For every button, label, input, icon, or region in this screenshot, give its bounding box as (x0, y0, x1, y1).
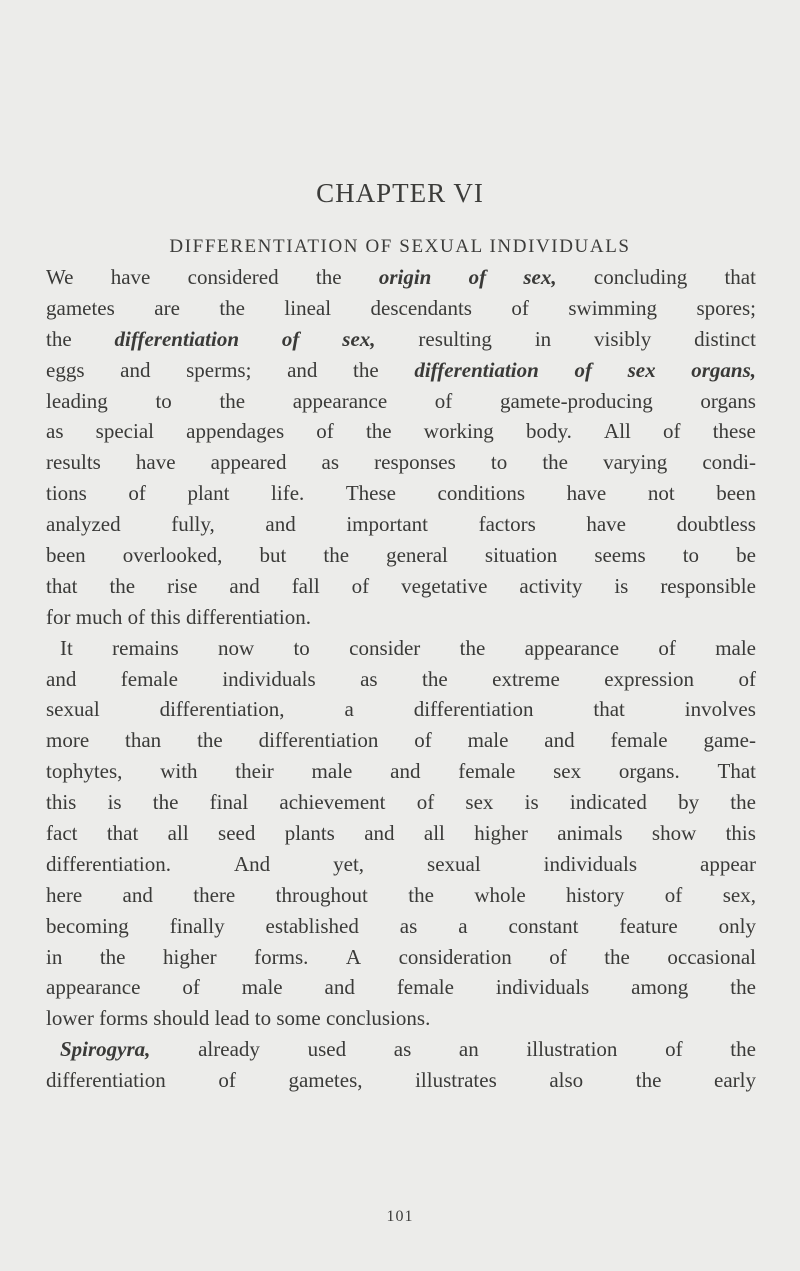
word: the (730, 975, 756, 1000)
word: and (287, 357, 318, 382)
word: important (346, 512, 428, 537)
word: considered (187, 265, 279, 289)
word: swimming (568, 295, 658, 320)
word: fall (291, 573, 320, 598)
word: used (307, 1037, 347, 1062)
word: occasional (667, 944, 756, 969)
text-line (46, 880, 756, 911)
word: becoming (46, 913, 129, 938)
word: differentiation (413, 697, 534, 722)
word: plants (284, 821, 335, 846)
word: appeared (210, 450, 287, 475)
word: and (324, 975, 355, 1000)
word: analyzed (46, 512, 121, 537)
word: of (663, 419, 681, 444)
word: by (678, 790, 700, 815)
text-line (46, 416, 756, 447)
word: female (120, 666, 178, 691)
word: achievement (279, 790, 386, 815)
word: of (549, 944, 567, 969)
word: this (46, 790, 77, 815)
text-line (46, 942, 756, 973)
word: with (160, 759, 198, 784)
word: And (233, 851, 271, 876)
word: of (434, 388, 453, 413)
word: overlooked, (122, 543, 223, 568)
word: varying (603, 450, 668, 475)
page-number: 101 (386, 1208, 414, 1225)
word: sex, (722, 882, 756, 907)
word: differentiation (258, 728, 379, 753)
word: seed (218, 821, 256, 846)
word: appearance (46, 975, 141, 1000)
word: general (386, 543, 448, 568)
word: have (135, 450, 176, 475)
word: These (345, 481, 396, 506)
text-line (46, 478, 756, 509)
word: gametes, (288, 1068, 363, 1093)
word: tions (46, 481, 87, 506)
word: appendages (186, 419, 285, 444)
word: doubtless (676, 512, 756, 537)
word: been (716, 481, 756, 506)
word: differentiation, (159, 697, 285, 722)
word: the (408, 882, 434, 907)
word: of (351, 573, 370, 598)
word: male (715, 635, 756, 660)
text-line (46, 355, 756, 386)
word: of (128, 481, 146, 506)
word: a (458, 913, 468, 938)
word: the (353, 357, 379, 382)
word: is (524, 790, 539, 815)
word: higher (163, 944, 217, 969)
word: is (107, 790, 122, 815)
word: fully, (171, 512, 215, 537)
word: the (109, 573, 136, 598)
word: sexual (427, 851, 481, 876)
word: the (635, 1068, 662, 1093)
word: consider (349, 635, 421, 660)
word: game- (703, 728, 756, 753)
text-line (46, 293, 756, 324)
word: also (549, 1068, 584, 1093)
word: history (566, 882, 625, 907)
word: animals (557, 821, 623, 846)
word: but (259, 543, 287, 568)
word: All (604, 419, 631, 444)
text-line (46, 787, 756, 818)
word: to (682, 543, 700, 568)
word: have (566, 481, 607, 506)
word: of (738, 666, 756, 691)
word: of (414, 728, 432, 753)
word: the (730, 1037, 756, 1062)
text-line (46, 756, 756, 787)
text-line (46, 509, 756, 540)
word: organs (700, 388, 756, 413)
word: appearance (292, 388, 388, 413)
word: results (46, 450, 101, 475)
word: and (46, 666, 77, 691)
text-line (46, 324, 756, 355)
word: for much of this differentiation. (46, 604, 311, 629)
word: fact (46, 821, 78, 846)
word: activity (519, 573, 583, 598)
word: all (423, 821, 445, 846)
text-line (46, 540, 756, 571)
text-line (46, 972, 756, 1003)
word: vegetative (401, 573, 488, 598)
word: and (364, 821, 395, 846)
word: tophytes, (46, 759, 123, 784)
word: individuals (222, 666, 316, 691)
word: constant (508, 913, 579, 938)
word: illustration (526, 1037, 618, 1062)
word: resulting (418, 326, 492, 351)
word: differentiation (46, 1068, 166, 1093)
word: are (154, 295, 180, 320)
word: of (316, 419, 334, 444)
word: conditions (437, 481, 526, 506)
word: plant (187, 481, 230, 506)
word: individuals (543, 851, 638, 876)
word: That (717, 759, 756, 784)
word: male (241, 975, 283, 1000)
word: lower forms should lead to some conclusions. (46, 1006, 431, 1031)
word: final (209, 790, 249, 815)
word: have (110, 265, 151, 289)
text-line (46, 262, 756, 293)
word: the (730, 790, 756, 815)
word: expression (604, 666, 695, 691)
word: that (724, 265, 756, 289)
word: been (46, 543, 86, 568)
word: all (167, 821, 189, 846)
text-line (46, 911, 756, 942)
word: of (658, 635, 676, 660)
word: factors (478, 512, 536, 537)
word: the (197, 728, 223, 753)
word: more (46, 728, 90, 753)
word: descendants (370, 295, 472, 320)
word: the (99, 944, 126, 969)
word: be (736, 543, 756, 568)
word: sperms; (186, 357, 252, 382)
word: of (511, 295, 529, 320)
word: the (219, 388, 246, 413)
text-line (46, 1065, 756, 1096)
word: that (46, 573, 78, 598)
italic-word: of (468, 265, 487, 289)
body-text (46, 262, 756, 1096)
word: involves (684, 697, 756, 722)
word: as (393, 1037, 412, 1062)
word: We (46, 265, 74, 289)
word: of (182, 975, 200, 1000)
word: there (193, 882, 236, 907)
word: have (586, 512, 627, 537)
word: special (95, 419, 154, 444)
word: and (544, 728, 575, 753)
word: the (323, 543, 350, 568)
word: male (311, 759, 353, 784)
italic-word: sex, (342, 326, 376, 351)
italic-word: sex, (523, 265, 557, 289)
word: distinct (694, 326, 756, 351)
word: consideration (398, 944, 512, 969)
word: of (664, 882, 683, 907)
word: the (604, 944, 630, 969)
word: higher (474, 821, 528, 846)
word: their (235, 759, 274, 784)
word: among (631, 975, 689, 1000)
text-line (46, 818, 756, 849)
text-line (46, 633, 756, 664)
word: already (198, 1037, 260, 1062)
text-line (46, 602, 756, 633)
word: the (459, 635, 486, 660)
word: lineal (284, 295, 332, 320)
word: forms. (254, 944, 309, 969)
word: female (458, 759, 516, 784)
word: as (321, 450, 340, 475)
word: condi- (702, 450, 756, 475)
word: yet, (333, 851, 365, 876)
text-line (46, 1003, 756, 1034)
word: is (614, 573, 629, 598)
word: this (725, 821, 756, 846)
word: sexual (46, 697, 100, 722)
word: gametes (46, 295, 115, 320)
word: spores; (696, 295, 756, 320)
italic-word: Spirogyra, (60, 1037, 151, 1062)
chapter-heading: CHAPTER VI (316, 178, 484, 208)
chapter-title: DIFFERENTIATION OF SEXUAL INDIVIDUALS (169, 236, 631, 257)
word: remains (112, 635, 179, 660)
word: sex (465, 790, 494, 815)
italic-word: differentiation (114, 326, 239, 351)
word: extreme (492, 666, 560, 691)
word: indicated (569, 790, 647, 815)
word: as (399, 913, 418, 938)
word: as (46, 419, 64, 444)
word: and (265, 512, 296, 537)
word: whole (474, 882, 526, 907)
word: the (315, 265, 342, 289)
italic-word: organs, (691, 357, 756, 382)
word: these (712, 419, 756, 444)
word: of (665, 1037, 683, 1062)
word: that (106, 821, 139, 846)
word: the (542, 450, 568, 475)
word: gamete-producing (499, 388, 653, 413)
word: here (46, 882, 83, 907)
word: than (125, 728, 162, 753)
word: eggs (46, 357, 85, 382)
word: that (593, 697, 625, 722)
word: the (152, 790, 179, 815)
word: leading (46, 388, 108, 413)
word: and (390, 759, 421, 784)
text-line (46, 447, 756, 478)
word: rise (167, 573, 198, 598)
word: visibly (594, 326, 652, 351)
word: of (416, 790, 435, 815)
italic-word: sex (627, 357, 656, 382)
text-line (46, 664, 756, 695)
word: male (467, 728, 509, 753)
word: and (122, 882, 153, 907)
word: situation (484, 543, 558, 568)
word: female (610, 728, 668, 753)
word: sex (553, 759, 582, 784)
word: life. (271, 481, 305, 506)
word: concluding (593, 265, 688, 289)
word: female (396, 975, 454, 1000)
text-line (46, 571, 756, 602)
word: now (217, 635, 255, 660)
word: responses (374, 450, 456, 475)
word: show (651, 821, 697, 846)
word: to (490, 450, 508, 475)
word: appearance (524, 635, 620, 660)
word: working (423, 419, 494, 444)
word: the (365, 419, 392, 444)
word: and (229, 573, 260, 598)
word: illustrates (415, 1068, 497, 1093)
text-line (46, 725, 756, 756)
italic-word: differentiation (414, 357, 539, 382)
word: not (647, 481, 675, 506)
word: the (422, 666, 448, 691)
word: as (360, 666, 378, 691)
word: appear (700, 851, 756, 876)
word: A (345, 944, 362, 969)
italic-word: origin (378, 265, 432, 289)
word: the (46, 326, 72, 351)
text-line (46, 694, 756, 725)
word: a (344, 697, 354, 722)
word: in (46, 944, 63, 969)
italic-word: of (281, 326, 300, 351)
word: organs. (618, 759, 680, 784)
word: throughout (275, 882, 368, 907)
word: body. (525, 419, 572, 444)
word: It (60, 635, 73, 660)
word: to (155, 388, 172, 413)
word: and (120, 357, 151, 382)
word: to (293, 635, 310, 660)
text-line (46, 849, 756, 880)
word: differentiation. (46, 851, 171, 876)
word: responsible (660, 573, 756, 598)
italic-word: of (574, 357, 592, 382)
word: an (458, 1037, 479, 1062)
word: feature (619, 913, 678, 938)
word: early (714, 1068, 756, 1093)
word: seems (594, 543, 646, 568)
word: individuals (495, 975, 590, 1000)
word: only (718, 913, 756, 938)
text-line (46, 1034, 756, 1065)
word: established (265, 913, 359, 938)
word: in (534, 326, 552, 351)
text-line (46, 386, 756, 417)
word: of (218, 1068, 236, 1093)
word: the (219, 295, 245, 320)
word: finally (169, 913, 225, 938)
